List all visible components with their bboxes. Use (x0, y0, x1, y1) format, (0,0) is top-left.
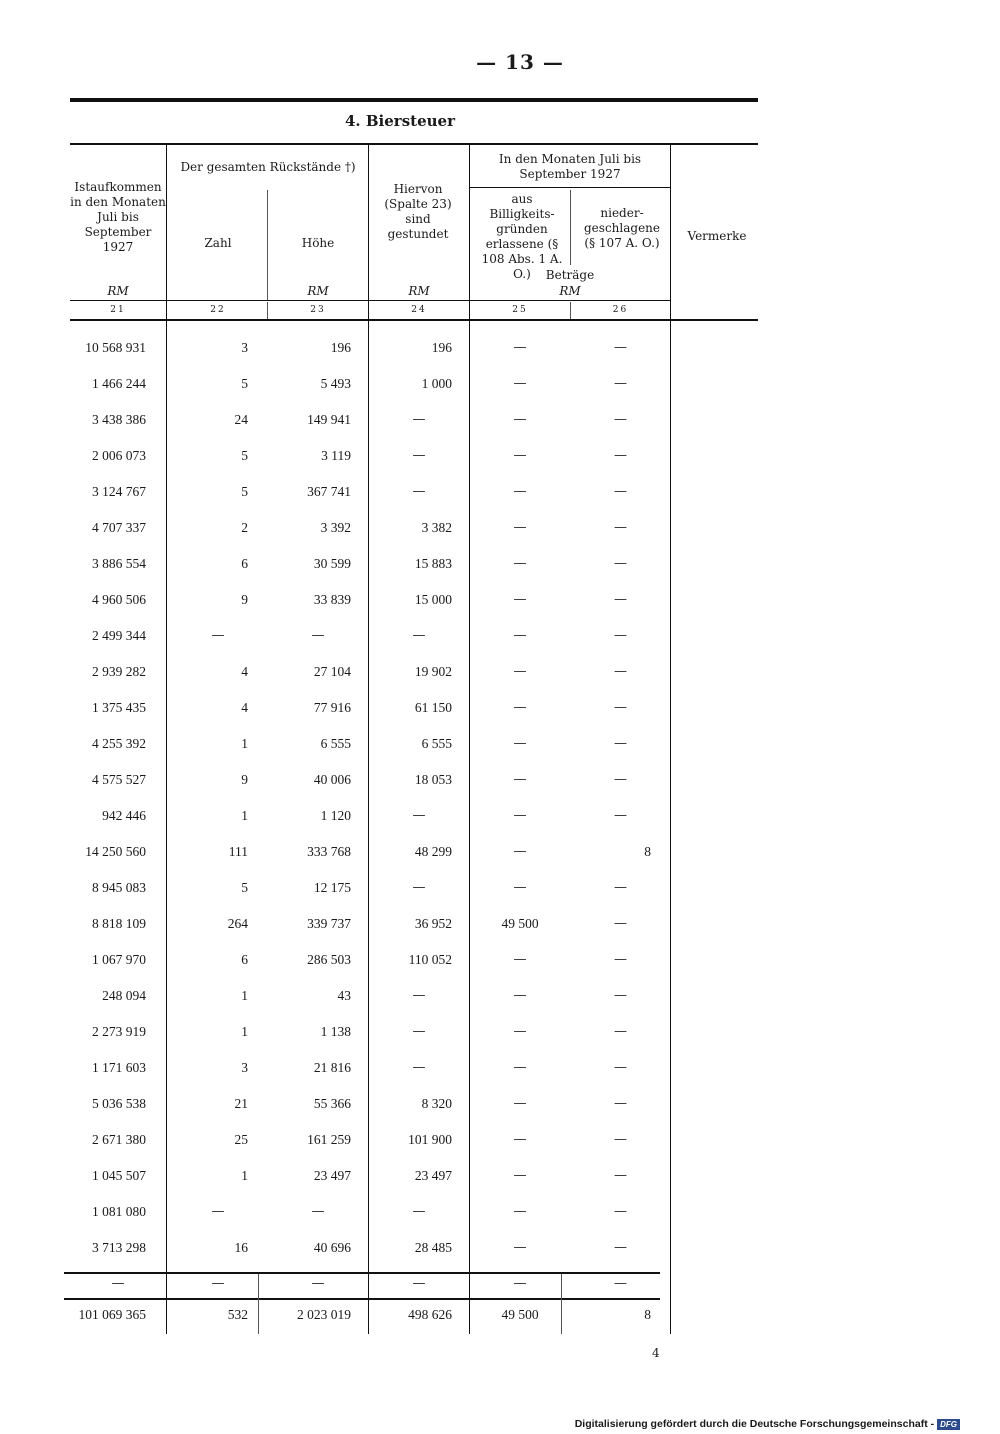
cell-istaufkommen: 2 273 919 (92, 1024, 146, 1039)
cell-hoehe: 30 599 (313, 556, 351, 571)
cell-niedergeschlagene: 8 (644, 844, 651, 859)
column-number: 21 (110, 305, 126, 315)
header-divider (166, 145, 167, 320)
cell-gestundet: 23 497 (414, 1168, 452, 1183)
column-number: 23 (310, 305, 326, 315)
cell-gestundet: 19 902 (414, 664, 452, 679)
cell-hoehe: 12 175 (313, 880, 351, 895)
cell-hoehe: 23 497 (313, 1168, 351, 1183)
cell-zahl: 1 (241, 1168, 248, 1183)
cell-erlassene: — (513, 952, 527, 967)
cell-erlassene: 49 500 (501, 916, 539, 931)
cell-gestundet: 8 320 (421, 1096, 452, 1111)
cell-niedergeschlagene: — (614, 700, 627, 715)
colnum-rule (70, 300, 670, 301)
dfg-logo: DFG (937, 1419, 960, 1430)
cell-istaufkommen: 2 671 380 (92, 1132, 146, 1147)
table-title: 4. Biersteuer (345, 112, 455, 130)
digitization-credit (575, 1418, 960, 1430)
cell-niedergeschlagene: — (614, 520, 627, 535)
cell-gestundet: 101 900 (408, 1132, 452, 1147)
cell-erlassene: — (513, 664, 527, 679)
cell-istaufkommen: 14 250 560 (85, 844, 146, 859)
cell-niedergeschlagene: — (614, 484, 627, 499)
cell-gestundet: — (412, 1060, 426, 1075)
unit-label: RM (559, 284, 581, 298)
cell-hoehe: 2 023 019 (297, 1307, 351, 1322)
cell-erlassene: — (513, 376, 527, 391)
header-rueckstaende: Der gesamten Rückstände †) (180, 160, 356, 174)
cell-zahl: 1 (241, 988, 248, 1003)
cell-gestundet: 6 555 (421, 736, 452, 751)
cell-erlassene: — (513, 1024, 527, 1039)
cell-zahl: 3 (241, 340, 248, 355)
cell-niedergeschlagene: — (614, 340, 627, 355)
cell-hoehe: 196 (330, 340, 351, 355)
cell-hoehe: 40 696 (313, 1240, 351, 1255)
cell-zahl: — (211, 628, 225, 643)
top-rule (70, 98, 758, 102)
cell-hoehe: 6 555 (320, 736, 351, 751)
cell-hoehe: 33 839 (313, 592, 351, 607)
cell-istaufkommen: 1 045 507 (92, 1168, 146, 1183)
sum-divider (561, 1274, 562, 1334)
cell-gestundet: — (412, 1204, 426, 1219)
cell-zahl: 532 (227, 1307, 248, 1322)
column-number: 26 (612, 305, 629, 315)
cell-zahl: 3 (241, 1060, 248, 1075)
unit-label: RM (307, 284, 329, 298)
cell-hoehe: 333 768 (307, 844, 351, 859)
cell-hoehe: 3 119 (321, 448, 351, 463)
cell-erlassene: — (513, 556, 527, 571)
cell-zahl: 25 (234, 1132, 248, 1147)
cell-istaufkommen: 4 707 337 (92, 520, 146, 535)
cell-gestundet: 36 952 (414, 916, 452, 931)
cell-istaufkommen: 3 713 298 (92, 1240, 146, 1255)
cell-hoehe: 1 138 (320, 1024, 351, 1039)
cell-zahl: 5 (241, 376, 248, 391)
cell-erlassene: — (513, 988, 527, 1003)
cell-niedergeschlagene: — (614, 736, 627, 751)
cell-istaufkommen: 1 067 970 (92, 952, 146, 967)
cell-erlassene: — (513, 1060, 527, 1075)
group-underline (470, 187, 670, 188)
cell-zahl: 5 (241, 448, 248, 463)
cell-hoehe: 161 259 (307, 1132, 351, 1147)
cell-gestundet: 1 000 (421, 376, 452, 391)
cell-zahl: 6 (241, 952, 248, 967)
cell-hoehe: 149 941 (307, 412, 351, 427)
header-bottom-rule (70, 319, 758, 321)
cell-hoehe: 40 006 (313, 772, 351, 787)
cell-hoehe: 339 737 (307, 916, 351, 931)
cell-hoehe: 27 104 (313, 664, 351, 679)
cell-erlassene: — (513, 448, 527, 463)
cell-niedergeschlagene: — (614, 664, 627, 679)
cell-istaufkommen: 4 575 527 (92, 772, 146, 787)
cell-istaufkommen: 4 960 506 (92, 592, 146, 607)
cell-niedergeschlagene: — (614, 808, 627, 823)
cell-niedergeschlagene: — (614, 1276, 627, 1291)
cell-zahl: 2 (241, 520, 248, 535)
cell-niedergeschlagene: — (614, 952, 627, 967)
header-zahl: Zahl (204, 236, 232, 250)
cell-niedergeschlagene: — (614, 1024, 627, 1039)
cell-erlassene: — (513, 1168, 527, 1183)
cell-zahl: 1 (241, 808, 248, 823)
cell-istaufkommen: 3 124 767 (92, 484, 146, 499)
cell-istaufkommen: 4 255 392 (92, 736, 146, 751)
cell-zahl: 1 (241, 1024, 248, 1039)
cell-istaufkommen: 248 094 (102, 988, 146, 1003)
cell-gestundet: 28 485 (414, 1240, 452, 1255)
cell-niedergeschlagene: — (614, 880, 627, 895)
cell-istaufkommen: 2 006 073 (92, 448, 146, 463)
cell-niedergeschlagene: — (614, 1240, 627, 1255)
cell-niedergeschlagene: — (614, 988, 627, 1003)
cell-erlassene: — (513, 808, 527, 823)
cell-zahl: — (211, 1204, 225, 1219)
cell-niedergeschlagene: — (614, 556, 627, 571)
cell-istaufkommen: 1 375 435 (92, 700, 146, 715)
cell-niedergeschlagene: — (614, 772, 627, 787)
cell-gestundet: 18 053 (414, 772, 452, 787)
cell-gestundet: — (412, 808, 426, 823)
cell-zahl: 9 (241, 592, 248, 607)
cell-zahl: — (211, 1276, 225, 1291)
cell-erlassene: — (513, 412, 527, 427)
cell-hoehe: 367 741 (307, 484, 351, 499)
body-divider (670, 321, 671, 1334)
cell-niedergeschlagene: — (614, 592, 627, 607)
cell-istaufkommen: — (111, 1276, 125, 1291)
cell-gestundet: — (412, 1276, 426, 1291)
cell-erlassene: — (513, 484, 527, 499)
cell-gestundet: 110 052 (408, 952, 452, 967)
cell-erlassene: — (513, 1204, 527, 1219)
cell-erlassene: — (513, 700, 527, 715)
cell-niedergeschlagene: — (614, 1132, 627, 1147)
cell-erlassene: — (513, 1240, 527, 1255)
cell-hoehe: 55 366 (313, 1096, 351, 1111)
cell-zahl: 6 (241, 556, 248, 571)
header-istaufkommen: Istaufkommen in den Monaten Juli bis September 1927 (70, 180, 166, 254)
cell-hoehe: 3 392 (320, 520, 351, 535)
cell-zahl: 16 (234, 1240, 248, 1255)
unit-label: RM (107, 284, 129, 298)
page-number: — 13 — (476, 50, 564, 74)
column-number: 24 (411, 305, 427, 315)
cell-erlassene: — (513, 844, 527, 859)
cell-hoehe: 286 503 (307, 952, 351, 967)
header-erlassene: aus Billigkeits-gründen erlassene (§ 108 Abs. 1 A. O.) (481, 192, 563, 281)
cell-istaufkommen: 10 568 931 (85, 340, 146, 355)
title-rule (70, 143, 758, 145)
cell-gestundet: 15 883 (414, 556, 452, 571)
cell-gestundet: — (412, 880, 426, 895)
cell-istaufkommen: 3 438 386 (92, 412, 146, 427)
cell-gestundet: — (412, 1024, 426, 1039)
cell-erlassene: — (513, 772, 527, 787)
cell-istaufkommen: 1 171 603 (92, 1060, 146, 1075)
cell-niedergeschlagene: — (614, 1168, 627, 1183)
cell-istaufkommen: 2 499 344 (92, 628, 146, 643)
header-vermerke: Vermerke (687, 229, 747, 243)
cell-gestundet: — (412, 484, 426, 499)
cell-erlassene: — (513, 1132, 527, 1147)
sum-rule (64, 1298, 660, 1300)
cell-zahl: 264 (227, 916, 248, 931)
page-note: 4 (652, 1346, 660, 1360)
cell-zahl: 4 (241, 664, 248, 679)
cell-gestundet: 15 000 (414, 592, 452, 607)
cell-istaufkommen: 2 939 282 (92, 664, 146, 679)
column-number: 25 (512, 305, 528, 315)
cell-hoehe: 1 120 (320, 808, 351, 823)
cell-hoehe: 43 (337, 988, 351, 1003)
cell-gestundet: 48 299 (414, 844, 452, 859)
cell-niedergeschlagene: — (614, 916, 627, 931)
cell-niedergeschlagene: — (614, 1204, 627, 1219)
header-monate: In den Monaten Juli bis September 1927 (498, 152, 642, 181)
cell-erlassene: — (513, 1276, 527, 1291)
cell-istaufkommen: 942 446 (102, 808, 146, 823)
cell-istaufkommen: 3 886 554 (92, 556, 146, 571)
cell-erlassene: — (513, 736, 527, 751)
cell-istaufkommen: 8 945 083 (92, 880, 146, 895)
cell-gestundet: — (412, 988, 426, 1003)
cell-erlassene: — (513, 340, 527, 355)
column-number: 22 (210, 305, 226, 315)
cell-gestundet: 61 150 (414, 700, 452, 715)
cell-erlassene: — (513, 880, 527, 895)
header-betraege: Beträge (545, 268, 595, 282)
cell-zahl: 5 (241, 484, 248, 499)
cell-hoehe: 5 493 (320, 376, 351, 391)
cell-zahl: 111 (228, 844, 248, 859)
cell-niedergeschlagene: — (614, 412, 627, 427)
cell-istaufkommen: 101 069 365 (78, 1307, 146, 1322)
cell-gestundet: 498 626 (408, 1307, 452, 1322)
cell-zahl: 1 (241, 736, 248, 751)
header-divider (469, 145, 470, 320)
cell-gestundet: — (412, 628, 426, 643)
cell-hoehe: 21 816 (313, 1060, 351, 1075)
cell-niedergeschlagene: — (614, 1060, 627, 1075)
cell-zahl: 4 (241, 700, 248, 715)
cell-erlassene: — (513, 520, 527, 535)
cell-niedergeschlagene: — (614, 376, 627, 391)
cell-erlassene: — (513, 592, 527, 607)
digitization-credit-text: Digitalisierung gefördert durch die Deutsche Forschungsgemeinschaft - (574, 1418, 935, 1430)
cell-niedergeschlagene: — (614, 1096, 627, 1111)
cell-gestundet: 3 382 (421, 520, 452, 535)
cell-zahl: 9 (241, 772, 248, 787)
cell-gestundet: 196 (431, 340, 452, 355)
header-divider (670, 145, 671, 320)
body-divider (166, 321, 167, 1334)
cell-zahl: 5 (241, 880, 248, 895)
cell-hoehe: — (311, 1276, 325, 1291)
header-gestundet: Hiervon (Spalte 23) sind gestundet (384, 182, 452, 241)
cell-istaufkommen: 1 466 244 (92, 376, 146, 391)
header-divider (570, 190, 571, 265)
cell-hoehe: 77 916 (313, 700, 351, 715)
cell-erlassene: — (513, 1096, 527, 1111)
cell-erlassene: — (513, 628, 527, 643)
cell-niedergeschlagene: — (614, 628, 627, 643)
unit-label: RM (408, 284, 430, 298)
cell-istaufkommen: 5 036 538 (92, 1096, 146, 1111)
cell-niedergeschlagene: 8 (644, 1307, 651, 1322)
cell-erlassene: 49 500 (501, 1307, 539, 1322)
header-hoehe: Höhe (301, 236, 335, 250)
sum-divider (258, 1274, 259, 1334)
cell-gestundet: — (412, 448, 426, 463)
cell-hoehe: — (311, 628, 325, 643)
cell-zahl: 24 (234, 412, 248, 427)
header-niedergeschlagene: nieder-geschlagene (§ 107 A. O.) (584, 206, 660, 250)
cell-istaufkommen: 8 818 109 (92, 916, 146, 931)
cell-zahl: 21 (234, 1096, 248, 1111)
cell-gestundet: — (412, 412, 426, 427)
cell-niedergeschlagene: — (614, 448, 627, 463)
sum-rule (64, 1272, 660, 1274)
cell-istaufkommen: 1 081 080 (92, 1204, 146, 1219)
cell-hoehe: — (311, 1204, 325, 1219)
